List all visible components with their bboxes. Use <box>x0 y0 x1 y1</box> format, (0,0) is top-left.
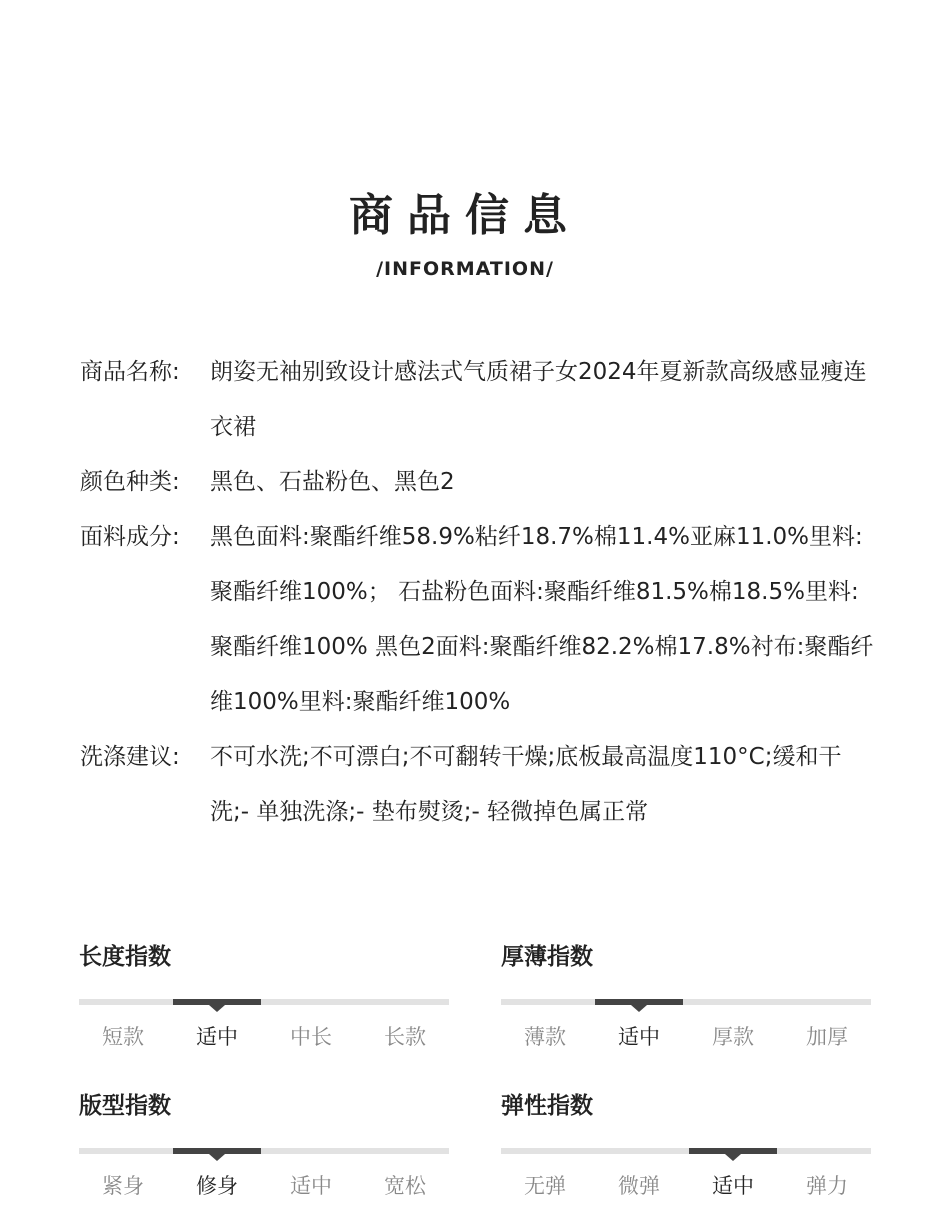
index-title: 厚薄指数 <box>501 944 593 970</box>
length-index <box>79 942 449 1051</box>
index-track <box>79 999 449 1005</box>
elasticity-index <box>501 1091 871 1200</box>
index-marker <box>689 1148 777 1154</box>
info-row-care <box>80 730 890 840</box>
index-option: 适中 <box>712 1174 754 1198</box>
info-value: 黑色、石盐粉色、黑色2 <box>210 469 455 495</box>
index-options <box>76 1170 452 1200</box>
index-track <box>79 1148 449 1154</box>
info-label: 面料成分: <box>80 524 180 550</box>
index-title: 版型指数 <box>79 1093 171 1119</box>
index-option: 加厚 <box>806 1025 848 1049</box>
section-title: 商品信息 <box>349 190 581 241</box>
index-option: 适中 <box>196 1025 238 1049</box>
info-value: 朗姿无袖别致设计感法式气质裙子女2024年夏新款高级感显瘦连衣裙 <box>210 359 867 440</box>
index-option: 适中 <box>618 1025 660 1049</box>
index-option: 厚款 <box>712 1025 754 1049</box>
index-option: 长款 <box>384 1025 426 1049</box>
index-option: 弹力 <box>806 1174 848 1198</box>
info-label: 商品名称: <box>80 359 180 385</box>
marker-notch <box>631 1005 647 1012</box>
index-option: 无弹 <box>524 1174 566 1198</box>
index-options <box>498 1170 874 1200</box>
index-option: 紧身 <box>102 1174 144 1198</box>
index-options <box>498 1021 874 1051</box>
info-value: 黑色面料:聚酯纤维58.9%粘纤18.7%棉11.4%亚麻11.0%里料:聚酯纤维100%； 石盐粉色面料:聚酯纤维81.5%棉18.5%里料:聚酯纤维100% 黑色2面料:聚酯纤维82.2%棉17.8%衬布:聚酯纤维100%里料:聚酯纤维100% <box>210 524 874 715</box>
index-track <box>501 999 871 1005</box>
marker-notch <box>725 1154 741 1161</box>
info-label: 洗涤建议: <box>80 744 180 770</box>
index-marker <box>595 999 683 1005</box>
index-option: 中长 <box>290 1025 332 1049</box>
info-value: 不可水洗;不可漂白;不可翻转干燥;底板最高温度110°C;缓和干洗;- 单独洗涤;- 垫布熨烫;- 轻微掉色属正常 <box>210 744 842 825</box>
index-option: 宽松 <box>384 1174 426 1198</box>
product-info-list <box>80 345 890 840</box>
index-marker <box>173 1148 261 1154</box>
index-title: 长度指数 <box>79 944 171 970</box>
index-option: 薄款 <box>524 1025 566 1049</box>
index-title: 弹性指数 <box>501 1093 593 1119</box>
marker-notch <box>209 1005 225 1012</box>
info-row-name <box>80 345 890 455</box>
info-row-colors <box>80 455 890 510</box>
index-options <box>76 1021 452 1051</box>
section-subtitle: /INFORMATION/ <box>376 258 554 280</box>
index-marker <box>173 999 261 1005</box>
index-option: 微弹 <box>618 1174 660 1198</box>
index-option: 修身 <box>196 1174 238 1198</box>
info-row-fabric <box>80 510 890 730</box>
fit-index <box>79 1091 449 1200</box>
index-option: 适中 <box>290 1174 332 1198</box>
info-label: 颜色种类: <box>80 469 180 495</box>
index-track <box>501 1148 871 1154</box>
marker-notch <box>209 1154 225 1161</box>
index-option: 短款 <box>102 1025 144 1049</box>
thickness-index <box>501 942 871 1051</box>
